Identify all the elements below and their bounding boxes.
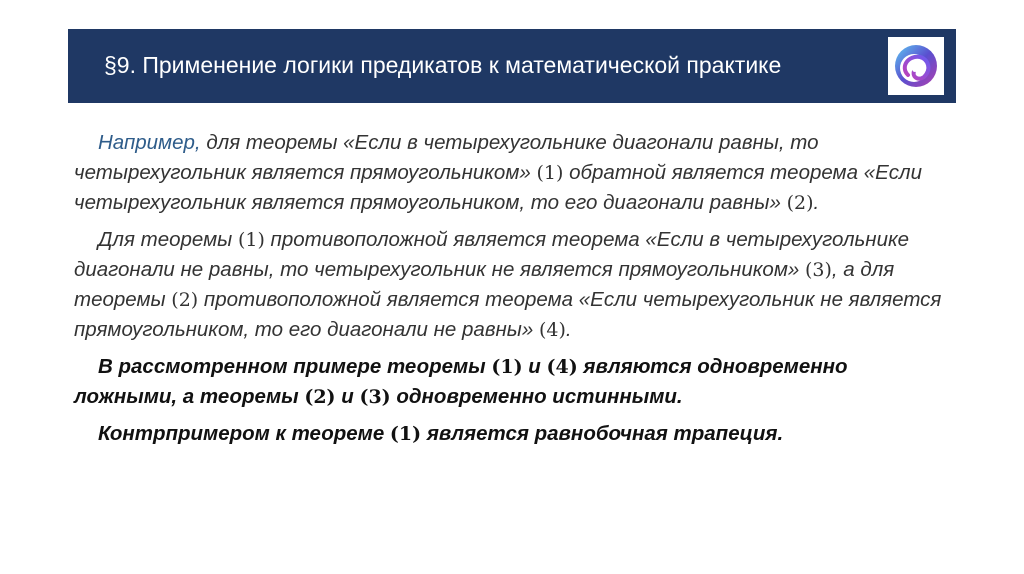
text-run: для теоремы «Если в четырехугольнике диагонали равны, то четырехугольник является прямоугольником»	[74, 131, 819, 184]
text-run: одновременно истинными.	[390, 385, 683, 408]
slide-header	[68, 29, 956, 103]
text-run: , а для теоремы	[74, 258, 895, 311]
text-run: .	[565, 318, 572, 341]
theorem-number: (1)	[237, 229, 265, 251]
paragraph-truth-conclusion	[74, 352, 954, 412]
paragraph-opposite-theorems	[74, 225, 954, 345]
example-lead: Например,	[98, 131, 201, 154]
theorem-number: (1)	[491, 356, 523, 378]
theorem-number: (2)	[171, 289, 199, 311]
theorem-number: (3)	[359, 386, 391, 408]
theorem-number: (2)	[304, 386, 336, 408]
paragraph-converse-example	[74, 128, 954, 218]
theorem-number: (2)	[786, 192, 814, 214]
text-run: противоположной является теорема «Если в четырехугольнике диагонали не равны, то четырехугольник не является прямоугольником»	[74, 228, 910, 281]
paragraph-counterexample	[74, 419, 954, 449]
logo	[888, 37, 944, 95]
swirl-logo-icon	[888, 37, 944, 95]
text-run: противоположной является теорема «Если четырехугольник не является прямоугольником, то его диагонали не равны»	[74, 288, 942, 341]
theorem-number: (4)	[546, 356, 578, 378]
text-run: являются одновременно ложными, а теоремы	[74, 355, 848, 408]
slide-body	[74, 128, 954, 456]
text-run: обратной является теорема «Если четырехугольник является прямоугольником, то его диагонали равны»	[74, 161, 922, 214]
theorem-number: (4)	[539, 319, 566, 341]
slide-title: §9. Применение логики предикатов к математической практике	[104, 52, 782, 78]
theorem-number: (1)	[389, 423, 422, 445]
theorem-number: (1)	[536, 162, 564, 184]
text-run: является равнобочная трапеция.	[421, 422, 784, 445]
text-run: Для теоремы	[98, 228, 238, 251]
theorem-number: (3)	[804, 259, 832, 281]
text-run: .	[813, 191, 820, 214]
text-run: и	[522, 355, 547, 378]
text-run: и	[335, 385, 360, 408]
text-run: Контрпримером к теореме	[98, 422, 390, 445]
text-run: В рассмотренном примере теоремы	[98, 355, 492, 378]
